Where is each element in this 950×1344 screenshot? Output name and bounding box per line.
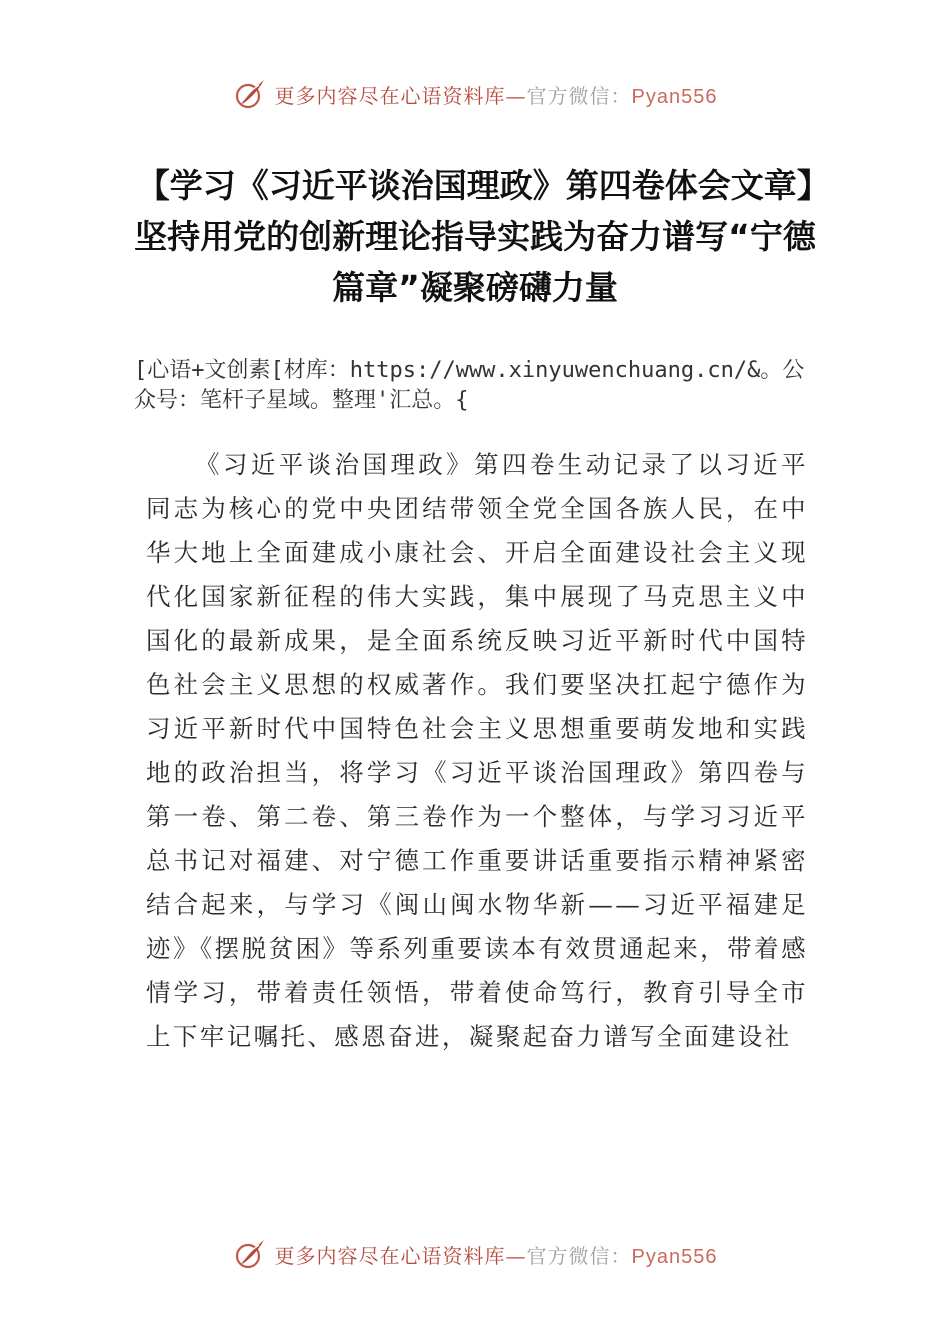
banner-wechat-id: Pyan556 — [631, 85, 718, 108]
banner-wechat-id: Pyan556 — [631, 1245, 718, 1268]
quill-pen-logo-icon — [233, 1237, 267, 1271]
banner-wechat-label: 官方微信： — [526, 83, 632, 108]
footer-banner — [0, 1234, 950, 1274]
banner-slogan: 更多内容尽在心语资料库 — [274, 1243, 506, 1268]
header-banner-text — [275, 80, 718, 109]
quill-pen-logo-icon — [233, 77, 267, 111]
banner-slogan: 更多内容尽在心语资料库 — [274, 83, 506, 108]
banner-wechat-label: 官方微信： — [526, 1243, 632, 1268]
banner-separator: — — [505, 1243, 527, 1268]
banner-separator: — — [505, 83, 527, 108]
document-title: 【学习《习近平谈治国理政》第四卷体会文章】坚持用党的创新理论指导实践为奋力谱写“宁德篇章”凝聚磅礴力量 — [134, 166, 816, 307]
source-note: [心语+文创素[材库：https://www.xinyuwenchuang.cn/&。公众号：笔杆子星域。整理'汇总。{ — [134, 358, 805, 413]
footer-banner-text — [275, 1240, 718, 1269]
header-banner — [0, 74, 950, 114]
body-paragraph: 《习近平谈治国理政》第四卷生动记录了以习近平同志为核心的党中央团结带领全党全国各族人民，在中华大地上全面建成小康社会、开启全面建设社会主义现代化国家新征程的伟大实践，集中展现了马克思主义中国化的最新成果，是全面系统反映习近平新时代中国特色社会主义思想的权威著作。我们要坚决扛起宁德作为习近平新时代中国特色社会主义思想重要萌发地和实践地的政治担当，将学习《习近平谈治国理政》第四卷与第一卷、第二卷、第三卷作为一个整体，与学习习近平总书记对福建、对宁德工作重要讲话重要指示精神紧密结合起来，与学习《闽山闽水物华新——习近平福建足迹》《摆脱贫困》等系列重要读本有效贯通起来，带着感情学习，带着责任领悟，带着使命笃行，教育引导全市上下牢记嘱托、感恩奋进，凝聚起奋力谱写全面建设社 — [146, 450, 808, 1051]
